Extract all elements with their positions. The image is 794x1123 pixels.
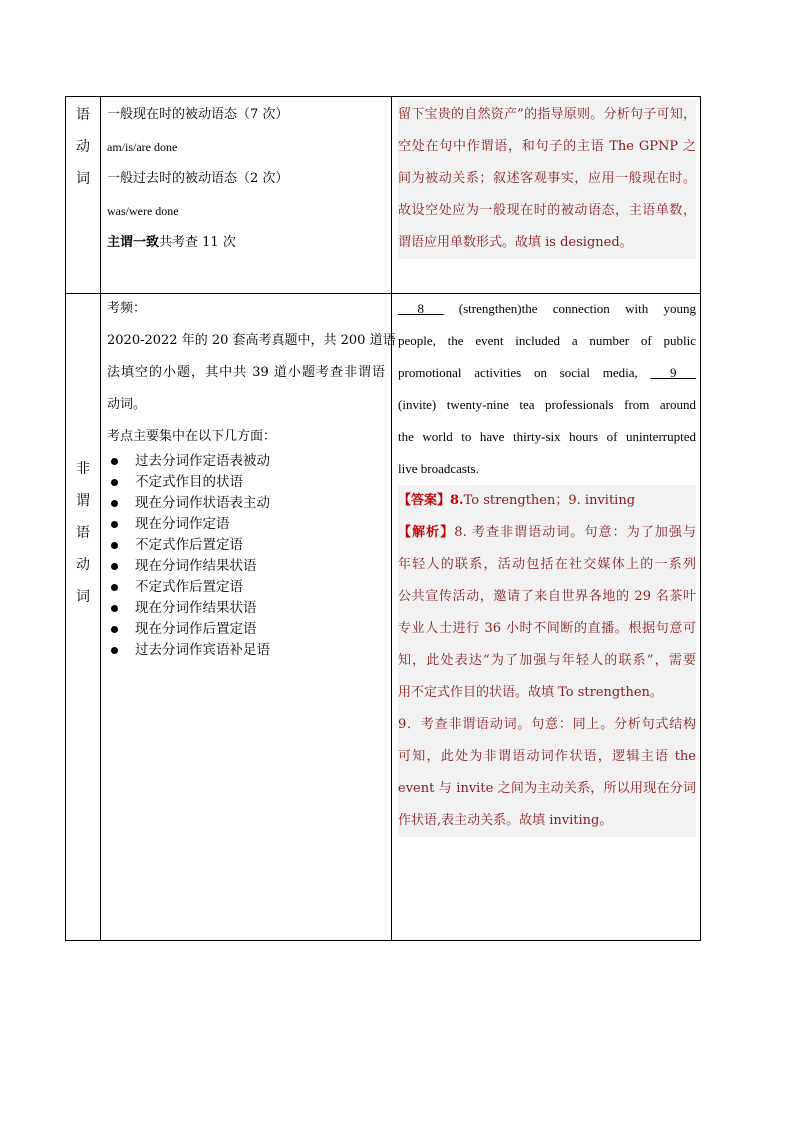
explanation-line: 留下宝贵的自然资产”的指导原则。分析句子可知，: [398, 107, 696, 122]
analysis-line: 可知，此处为非谓语动词作状语，逻辑主语 the: [398, 749, 696, 764]
list-item: 不定式作后置定语: [107, 535, 385, 556]
row1-right-explanation: [398, 99, 696, 259]
bullet-icon: [111, 647, 118, 654]
analysis-line: 【解析】8. 考查非谓语动词。句意：为了加强与: [398, 525, 696, 540]
bullet-icon: [111, 500, 118, 507]
list-item: 不定式作后置定语: [107, 577, 385, 598]
answer-tag: 【答案】: [398, 493, 451, 508]
analysis-line: 用不定式作目的状语。故填 To strengthen。: [398, 685, 663, 700]
explanation-line: 谓语应用单数形式。故填 is designed。: [398, 235, 633, 250]
row1-label: 语 动 词: [76, 107, 90, 187]
analysis-tag: 【解析】: [398, 525, 455, 540]
rule-line: 一般过去时的被动语态（2 次）: [107, 171, 289, 186]
list-item: 现在分词作状语表主动: [107, 493, 385, 514]
focus-list: [107, 451, 385, 661]
bullet-icon: [111, 521, 118, 528]
blank-9: ___9___: [650, 365, 697, 380]
bullet-icon: [111, 626, 118, 633]
bullet-icon: [111, 584, 118, 591]
bullet-icon: [111, 605, 118, 612]
analysis-line: 知，此处表达“为了加强与年轻人的联系”，需要: [398, 653, 696, 668]
summary-rest: 共考查 11 次: [159, 235, 236, 250]
column-divider: [100, 97, 101, 940]
list-item: 现在分词作定语: [107, 514, 385, 535]
bullet-icon: [111, 563, 118, 570]
bullet-icon: [111, 458, 118, 465]
question-line: people, the event included a number of public: [398, 333, 696, 348]
bullet-icon: [111, 479, 118, 486]
explanation-line: 故设空处应为一般现在时的被动语态，主语单数，: [398, 203, 696, 218]
analysis-line: 9．考查非谓语动词。句意：同上。分析句式结构: [398, 717, 696, 732]
question-line: (invite) twenty-nine tea professionals from around: [398, 397, 696, 412]
freq-title: 考频：: [107, 301, 147, 316]
list-item: 现在分词作结果状语: [107, 556, 385, 577]
analysis-line: 专业人士进行 36 小时不间断的直播。根据句意可: [398, 621, 696, 636]
list-item: 现在分词作结果状语: [107, 598, 385, 619]
row2-right-content: [398, 293, 696, 837]
explanation-line: 间为被动关系；叙述客观事实，应用一般现在时。: [398, 171, 696, 186]
analysis-line: event 与 invite 之间为主动关系，所以用现在分词: [398, 781, 696, 796]
list-item: 过去分词作宾语补足语: [107, 640, 385, 661]
grammar-table: [65, 96, 701, 941]
analysis-line: 作状语,表主动关系。故填 inviting。: [398, 813, 613, 828]
row1-left-content: [107, 99, 385, 259]
column-divider: [391, 97, 392, 940]
question-line: live broadcasts.: [398, 461, 479, 476]
analysis-line: 年轻人的联系，活动包括在社交媒体上的一系列: [398, 557, 696, 572]
focus-title: 考点主要集中在以下几方面：: [107, 429, 277, 444]
summary-line: [107, 227, 385, 259]
question-line: the world to have thirty-six hours of uninterrupted: [398, 429, 696, 444]
rule-line: am/is/are done: [107, 140, 178, 154]
row2-left-content: [107, 293, 396, 661]
list-item: 现在分词作后置定语: [107, 619, 385, 640]
row2-label: 非 谓 语 动 词: [76, 461, 90, 605]
question-line: promotional activities on social media, ___9___: [398, 365, 697, 380]
analysis-line: 公共宣传活动，邀请了来自世界各地的 29 名茶叶: [398, 589, 696, 604]
freq-line: 2020-2022 年的 20 套高考真题中，共 200 道语: [107, 333, 396, 348]
list-item: 不定式作目的状语: [107, 472, 385, 493]
explanation-line: 空处在句中作谓语，和句子的主语 The GPNP 之: [398, 139, 696, 154]
bullet-icon: [111, 542, 118, 549]
answer-line: 【答案】8.To strengthen；9. inviting: [398, 493, 636, 508]
rule-line: was/were done: [107, 204, 179, 218]
blank-8: ___8___: [398, 301, 444, 316]
question-line: ___8___ (strengthen)the connection with young: [398, 301, 697, 316]
list-item: 过去分词作定语表被动: [107, 451, 385, 472]
freq-line: 动词。: [107, 397, 147, 412]
answer-analysis-block: [398, 485, 696, 837]
freq-line: 法填空的小题，其中共 39 道小题考查非谓语: [107, 365, 385, 380]
rule-line: 一般现在时的被动语态（7 次）: [107, 107, 289, 122]
summary-bold: 主谓一致: [107, 235, 160, 250]
